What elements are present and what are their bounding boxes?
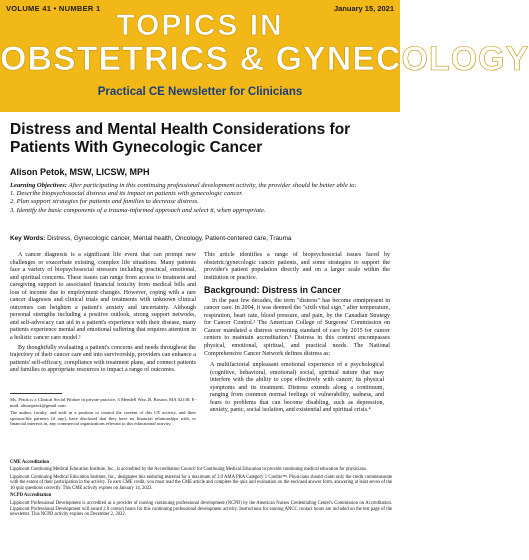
cme-paragraph: Lippincott Continuing Medical Education Institute, Inc., is accredited by the Accreditation Council for Continuing Medical Education to provide continuing medical education for physicians. — [10, 467, 367, 473]
footnotes — [10, 397, 196, 429]
volume-number: VOLUME 41 • NUMBER 1 — [6, 4, 101, 13]
disclosure-statement: The author, faculty, and staff in a position to control the content of this CE activity, and their spouses/life partners (if any), have disclosed that they have no financial relationships with, or financial interests in, any commercial organizations relevant to this educational activity. — [10, 410, 196, 427]
author-affiliation: Ms. Petok is a Clinical Social Worker in private practice, 3 Mendell Way–B, Boston, MA 02130; E-mail: alisonpetok@gmail.com. — [10, 397, 196, 408]
keywords — [10, 235, 392, 243]
learning-objectives — [10, 182, 392, 215]
ncpd-paragraph: Lippincott Professional Development is accredited as a provider of nursing continuing professional development (NCPD) by the American Nurses Credentialing Center's Commission on Accreditation. Lippincott Professional Development will award 2.0 contact hours for this continuing professional development activity. Instructions for earning ANCC contact hours are included on the test page of the newsletter. This NCPD activity expires on December 2, 2022. — [10, 500, 392, 518]
body-paragraph: By thoughtfully evaluating a patient's concerns and needs throughout the trajectory of their cancer care and into survivorship, providers can enhance a patients' self-efficacy, compliance with treatment plans, and connect patients and families to appropriate resources to impact a range of outcomes. — [10, 344, 196, 374]
objective-item: 1. Describe biopsychosocial distress and its impact on patients with gynecologic cancer. — [10, 190, 243, 198]
body-paragraph: In the past few decades, the term "distress" has become omnipresent in cancer care. In 2004, it was deemed the "sixth vital sign," after temperature, respiration, heart rate, blood pressure, and pain, by the Canadian Strategy for Cancer Control.² The American College of Surgeons' Commission on Cancer mandated a distress screening standard of care by 2015 for cancer centers to maintain accreditation.³ Distress in this context encompasses physical, emotional, spiritual, and practical needs. The National Comprehensive Cancer Network defines distress as: — [204, 297, 390, 357]
masthead-title-line1: TOPICS IN — [116, 9, 284, 42]
body-paragraph: A cancer diagnosis is a significant life event that can prompt new challenges or exacerbate existing, complex life situations. Many patients face a variety of biopsychosocial stressors including practical, emotional, and spiritual concerns. These issues can range from access to treatment and caregiving support to associated financial toxicity from medical bills and loss of income due to employment changes. However, coping with a rare cancer diagnosis and clinical trials and treatments with unknown clinical outcomes can heighten a patient's anxiety and uncertainty. Although personal strengths including a positive outlook, strong support networks, and self-advocacy can aid in a patient's experience with their disease, many patients experience mental and emotional suffering that requires attention in a holistic cancer care model.¹ — [10, 252, 196, 342]
cme-heading: CME Accreditation — [10, 460, 50, 465]
objective-item: 3. Identify the basic components of a trauma-informed approach and select it, when appropriate. — [10, 206, 266, 214]
article-author: Alison Petok, MSW, LICSW, MPH — [10, 167, 150, 177]
masthead-banner — [0, 0, 529, 112]
masthead-tagline: Practical CE Newsletter for Clinicians — [97, 86, 303, 98]
body-column-left — [10, 252, 196, 377]
section-heading: Background: Distress in Cancer — [204, 285, 342, 296]
keywords-label: Key Words: — [10, 235, 46, 242]
body-paragraph: This article identifies a range of biopsychosocial issues faced by obstetric/gynecologic cancer patients, and some strategies to support the provider's patient population directly and on a larger scale within the institution or practice. — [204, 252, 390, 281]
objectives-intro: After participating in this continuing professional development activity, the provider should be better able to: — [66, 182, 357, 189]
block-quote: A multifactorial unpleasant emotional experience of a psychological (cognitive, behavioral, emotional) social, spiritual nature that may interfere with the ability to cope effectively with cancer, its physical symptoms and its treatment. Distress extends along a continuum, ranging from common normal feelings of vulnerability, sadness, and fears to problems that can become disabling, such as depression, anxiety, panic, social isolation, and existential and spiritual crisis.⁴ — [210, 362, 384, 414]
issue-date: January 15, 2021 — [333, 4, 394, 13]
objective-item: 2. Plan support strategies for patients and families to decrease distress. — [10, 198, 199, 206]
body-column-right — [204, 252, 390, 417]
article-title: Distress and Mental Health Considerations for Patients With Gynecologic Cancer — [10, 121, 351, 156]
ncpd-heading: NCPD Accreditation — [10, 493, 52, 499]
accreditation-section — [10, 459, 392, 520]
objectives-lead: Learning Objectives: — [10, 182, 67, 189]
footnote-divider — [10, 393, 62, 394]
keywords-list: Distress, Gynecologic cancer, Mental health, Oncology, Patient-centered care, Trauma — [45, 235, 292, 242]
cme-paragraph: Lippincott Continuing Medical Education Institute, Inc., designates this enduring material for a maximum of 2.0 AMA PRA Category 1 Credits™. Physicians should claim only the credit commensurate with the extent of their participation in the activity. To earn CME credit, you must read the CME article and complete the quiz and evaluation on the enclosed answer form, answering at least seven of the 10 quiz questions correctly. This CME activity expires on January 14, 2023. — [10, 474, 392, 492]
masthead-title-line2: OBSTETRICS & GYNECOLOGY — [0, 40, 529, 78]
